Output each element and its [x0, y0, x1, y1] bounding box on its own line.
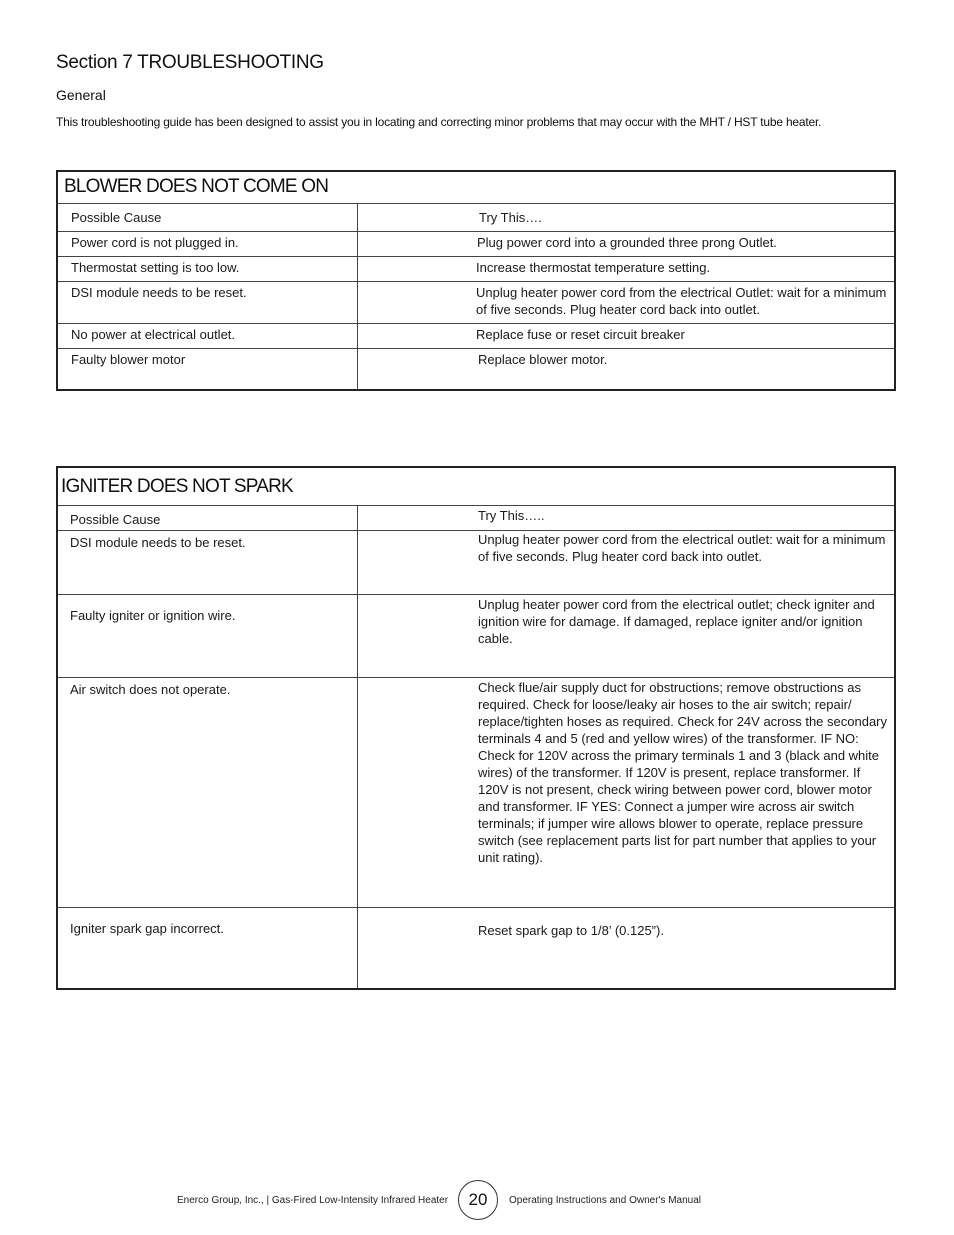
footer-manual-title: Operating Instructions and Owner's Manual [509, 1195, 702, 1206]
header-fix: Try This….. [478, 508, 545, 523]
cause-cell: Faulty blower motor [58, 349, 358, 389]
fix-cell: Unplug heater power cord from the electrical outlet; check igniter and ignition wire for damage. If damaged, replace igniter and/or ignition cable. [478, 597, 875, 646]
footer-separator: | [266, 1195, 270, 1206]
intro-paragraph: This troubleshooting guide has been designed to assist you in locating and correcting minor problems that may occur with the MHT / HST tube heater. [56, 115, 822, 129]
table-header-row [58, 204, 894, 232]
table-row [58, 232, 894, 257]
blower-troubleshooting-table [56, 170, 896, 391]
subsection-title: General [56, 87, 106, 103]
header-cause: Possible Cause [58, 204, 358, 231]
fix-cell: Unplug heater power cord from the electrical Outlet: wait for a minimum of five seconds. Plug heater cord back into outlet. [476, 285, 887, 317]
table-row [58, 282, 894, 324]
table-row [58, 595, 894, 678]
cause-cell: DSI module needs to be reset. [58, 531, 358, 594]
header-fix: Try This…. [479, 210, 542, 225]
cause-cell: Faulty igniter or ignition wire. [58, 595, 358, 677]
cause-cell: Thermostat setting is too low. [58, 257, 358, 281]
footer-product: Gas-Fired Low-Intensity Infrared Heater [271, 1195, 449, 1206]
fix-cell: Unplug heater power cord from the electrical outlet: wait for a minimum of five seconds. Plug heater cord back into outlet. [478, 532, 886, 564]
footer-company: Enerco Group, Inc., [177, 1195, 264, 1206]
table-row [58, 531, 894, 595]
fix-cell: Reset spark gap to 1/8’ (0.125”). [478, 923, 664, 938]
table-row [58, 908, 894, 988]
cause-cell: Igniter spark gap incorrect. [58, 908, 358, 988]
cause-cell: Air switch does not operate. [58, 678, 358, 907]
table-row [58, 324, 894, 349]
table-row [58, 349, 894, 389]
table-title: BLOWER DOES NOT COME ON [58, 172, 894, 204]
cause-cell: No power at electrical outlet. [58, 324, 358, 348]
page-number: 20 [458, 1180, 498, 1220]
table-row [58, 257, 894, 282]
igniter-troubleshooting-table [56, 466, 896, 990]
fix-cell: Check flue/air supply duct for obstructions; remove obstructions as required. Check for loose/leaky air hoses to the air switch; repair/ replace/tighten hoses as required. Check for 24V across the secondary terminals 4 and 5 (red and yellow wires) of the transformer. IF NO: Check for 120V across the primary terminals 1 and 3 (black and white wires) of the transformer. If 120V is present, replace transformer. If 120V is not present, check wiring between power cord, blower motor and transformer. IF YES: Connect a jumper wire across air switch terminals; if jumper wire allows blower to operate, replace pressure switch (see replacement parts list for part number that applies to your unit rating). [478, 680, 888, 865]
cause-cell: Power cord is not plugged in. [58, 232, 358, 256]
header-cause: Possible Cause [58, 506, 358, 530]
cause-cell: DSI module needs to be reset. [58, 282, 358, 323]
fix-cell: Replace blower motor. [478, 352, 608, 367]
fix-cell: Replace fuse or reset circuit breaker [476, 327, 685, 342]
section-title: Section 7 TROUBLESHOOTING [56, 52, 324, 73]
fix-cell: Increase thermostat temperature setting. [476, 260, 711, 275]
fix-cell: Plug power cord into a grounded three prong Outlet. [477, 235, 777, 250]
table-header-row [58, 506, 894, 531]
table-row [58, 678, 894, 908]
footer-left [177, 1195, 448, 1206]
table-title: IGNITER DOES NOT SPARK [58, 468, 894, 506]
